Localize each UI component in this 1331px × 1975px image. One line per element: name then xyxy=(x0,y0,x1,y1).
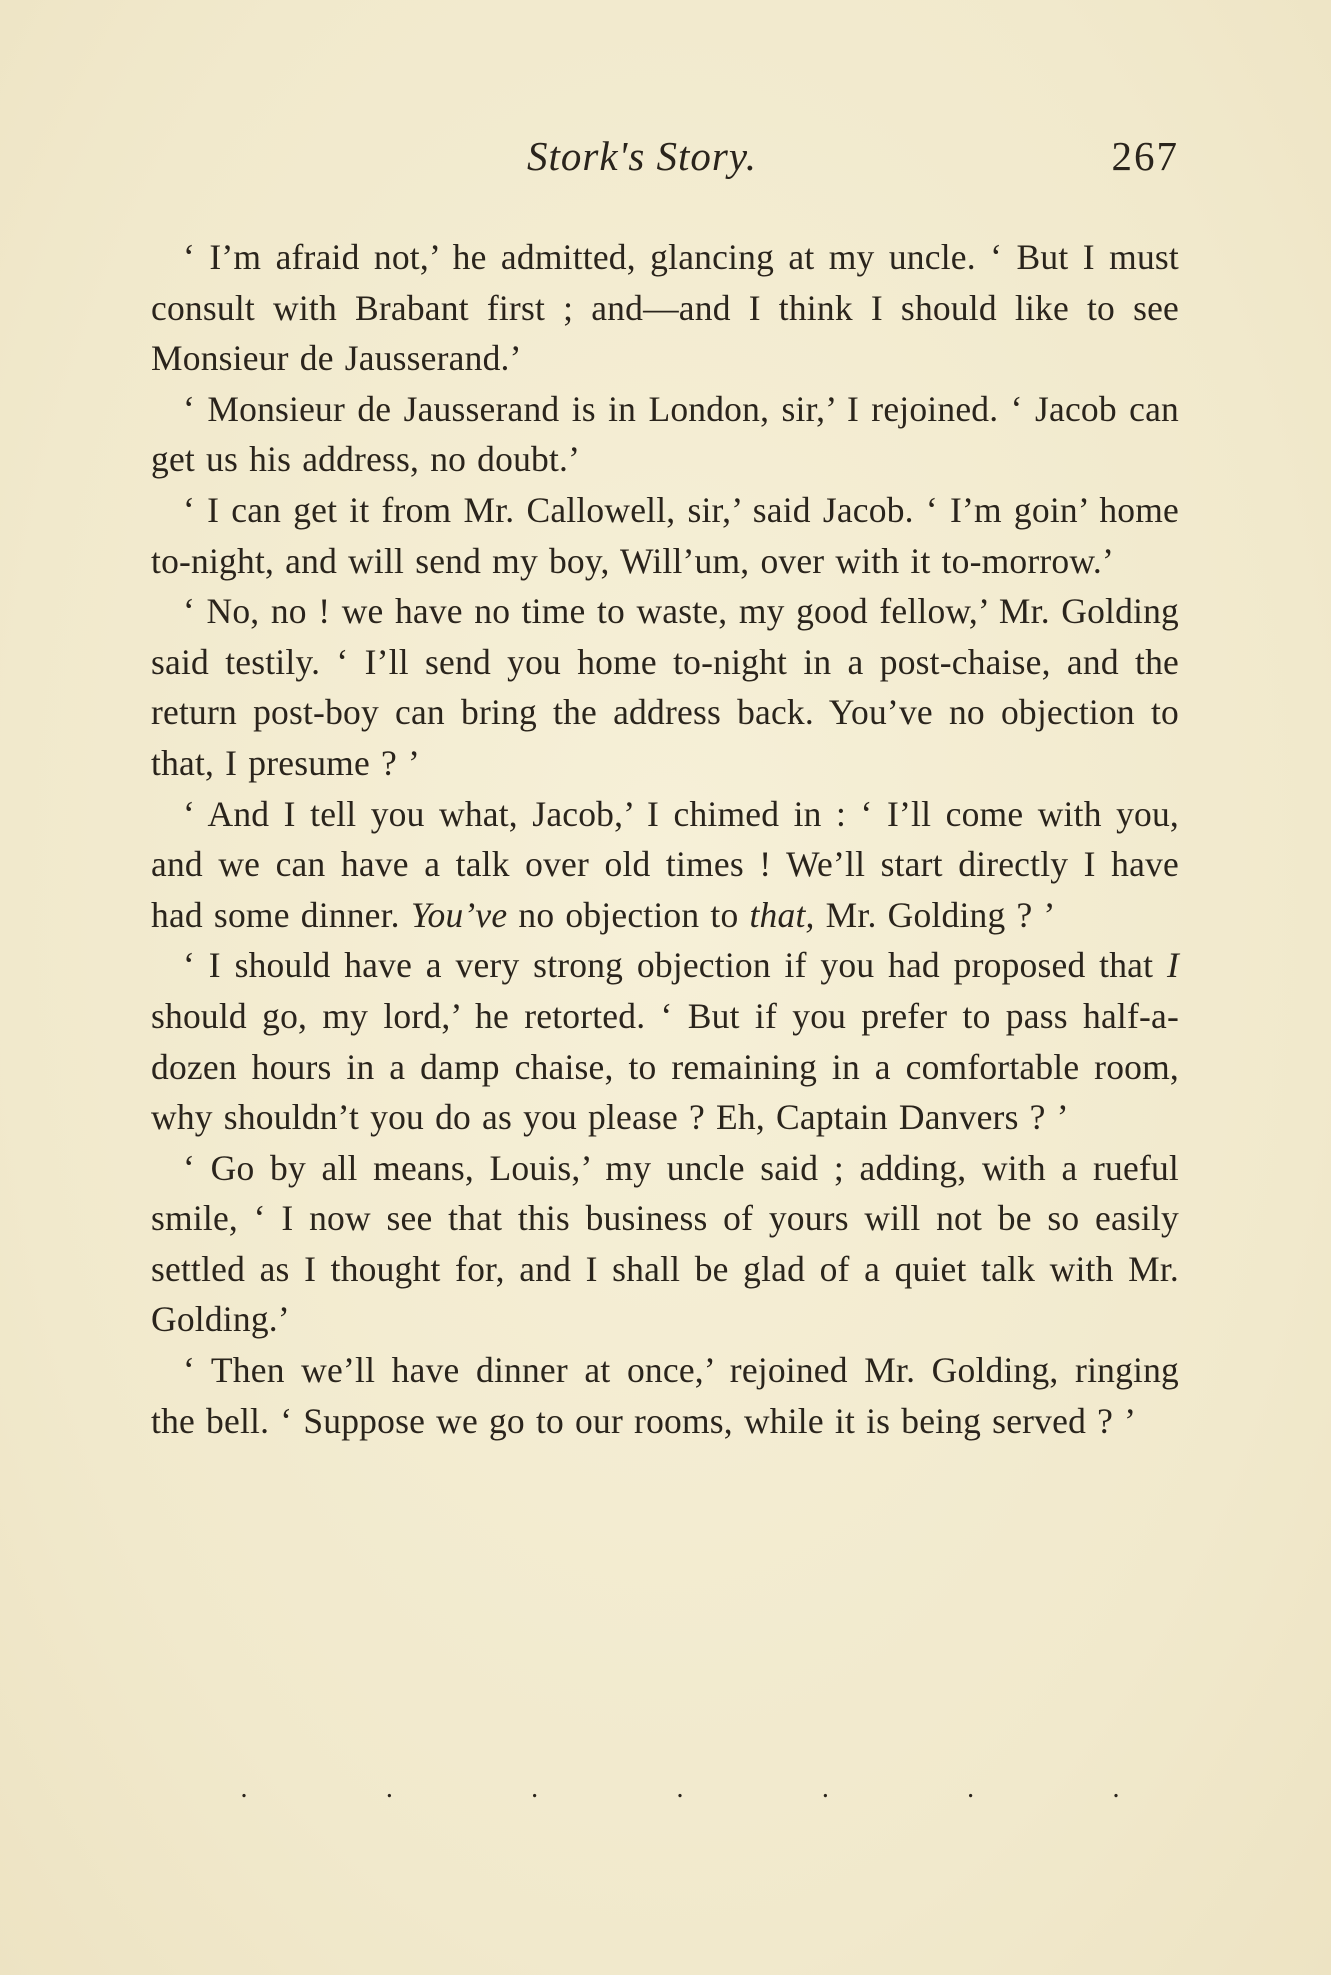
ornament-dot: . xyxy=(1112,1773,1120,1804)
paragraph xyxy=(151,789,1179,941)
ornament-dot: . xyxy=(676,1773,684,1804)
paragraph-text: ‘ Then we’ll have dinner at once,’ rejoined Mr. Golding, ringing the bell. ‘ Suppose we go to our rooms, while it is being served ? ’ xyxy=(151,1350,1179,1441)
paragraph xyxy=(151,1345,1179,1446)
ornament-dot: . xyxy=(967,1773,975,1804)
paragraph-text: no objection to xyxy=(507,894,750,935)
italic-text: You’ve xyxy=(410,894,508,935)
paragraph-text: ‘ I can get it from Mr. Callowell, sir,’ said Jacob. ‘ I’m goin’ home to-night, and will send my boy, Will’um, over with it to-morrow.’ xyxy=(151,489,1179,581)
paragraph-text: should go, my lord,’ he retorted. ‘ But if you prefer to pass half-a-dozen hours in a damp chaise, to remaining in a comfortable room, why shouldn’t you do as you please ? Eh, Captain Danvers ? ’ xyxy=(151,995,1179,1138)
running-head: Stork's Story. xyxy=(527,133,758,179)
body-text xyxy=(151,232,1179,1446)
ornament-dot: . xyxy=(531,1773,539,1804)
paragraph xyxy=(151,384,1179,485)
paragraph xyxy=(151,232,1179,384)
paragraph xyxy=(151,586,1179,788)
page-number: 267 xyxy=(1111,133,1179,179)
paragraph xyxy=(151,1143,1179,1345)
paragraph-text: Mr. Golding ? ’ xyxy=(814,894,1056,935)
paragraph xyxy=(151,940,1179,1142)
paragraph-text: ‘ No, no ! we have no time to waste, my good fellow,’ Mr. Golding said testily. ‘ I’ll send you home to-night in a post-chaise, and the return post-boy can bring the address back. You’ve no objection to that, I presume ? ’ xyxy=(151,591,1179,783)
section-break-dots xyxy=(240,1774,1120,1804)
ornament-dot: . xyxy=(240,1773,248,1804)
paragraph-text: ‘ I’m afraid not,’ he admitted, glancing at my uncle. ‘ But I must consult with Brabant first ; and—and I think I should like to see Monsieur de Jausserand.’ xyxy=(151,237,1179,379)
italic-text: that, xyxy=(749,894,815,935)
ornament-dot: . xyxy=(821,1773,829,1804)
paragraph-text: ‘ Monsieur de Jausserand is in London, sir,’ I rejoined. ‘ Jacob can get us his address, no doubt.’ xyxy=(151,388,1179,480)
paragraph-text: ‘ And I tell you what, Jacob,’ I chimed in : ‘ I’ll come with you, and we can have a talk over old times ! We’ll start directly I have had some dinner. xyxy=(151,793,1179,935)
ornament-dot: . xyxy=(385,1773,393,1804)
paragraph-text: ‘ I should have a very strong objection if you had proposed that xyxy=(183,945,1167,986)
page-header xyxy=(151,132,1179,192)
paragraph xyxy=(151,485,1179,586)
paragraph-text: ‘ Go by all means, Louis,’ my uncle said ; adding, with a rueful smile, ‘ I now see that this business of yours will not be so easily settled as I thought for, and I shall be glad of a quiet talk with Mr. Golding.’ xyxy=(151,1147,1179,1340)
italic-text: I xyxy=(1166,945,1179,986)
